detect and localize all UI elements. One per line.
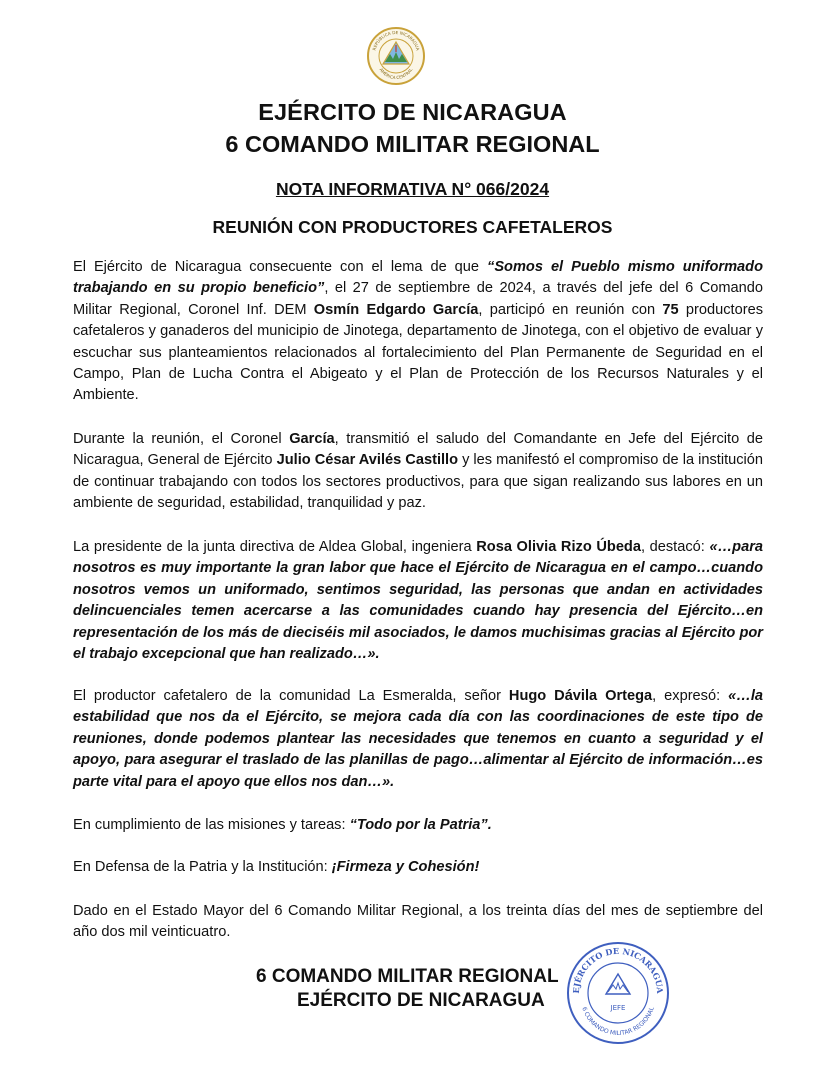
emblem-lettering-bottom: AMÉRICA CENTRAL	[378, 67, 414, 81]
speaker-name-rosa: Rosa Olivia Rizo Úbeda	[476, 539, 641, 555]
paragraph-meeting: Durante la reunión, el Coronel García, transmitió el saludo del Comandante en Jefe del Ejército de Nicaragua, General de Ejército Julio César Avilés Castillo y les manifestó el compromiso de la institución de continuar trabajando con todos los sectores productivos, para que sigan realizando sus labores en un ambiente de seguridad, estabilidad, tranquilidad y paz.	[73, 431, 764, 512]
quote-hugo: «…la estabilidad que nos da el Ejército, se mejora cada día con las coordinaciones de este tipo de reuniones, donde podemos plantear las necesidades que tenemos en cuanto a seguridad y el apoyo, para asegurar el traslado de las planillas de pago…alimentar al Ejército de información…es parte vital para el apoyo que ellos nos dan…».	[73, 688, 763, 790]
quote-rosa: «…para nosotros es muy importante la gran labor que hace el Ejército de Nicaragua en el campo…cuando nosotros vemos un uniformado, sentimos seguridad, las personas que andan en actividades delincuenciales temen acercarse a las comunidades cuando hay presencia del Ejército…en representación de los más de dieciséis mil asociados, le damos muchisimas gracias al Ejército por el trabajo excepcional que han realizado…».	[73, 539, 763, 663]
emblem-lettering-top: REPÚBLICA DE NICARAGUA	[371, 29, 421, 52]
producer-count: 75	[662, 301, 679, 318]
paragraph-dated: Dado en el Estado Mayor del 6 Comando Militar Regional, a los treinta días del mes de septiembre del año dos mil veinticuatro.	[73, 903, 763, 941]
motto-quote: “Somos el Pueblo mismo uniformado trabajando en su propio beneficio”	[73, 259, 763, 297]
coat-of-arms-emblem	[366, 22, 426, 88]
official-stamp	[565, 940, 671, 1046]
institution-title: EJÉRCITO DE NICARAGUA	[258, 99, 567, 125]
paragraph-missions: En cumplimiento de las misiones y tareas: “Todo por la Patria”.	[73, 817, 492, 833]
paragraph-intro: El Ejército de Nicaragua consecuente con el lema de que “Somos el Pueblo mismo uniformado trabajando en su propio beneficio”, el 27 de septiembre de 2024, a través del jefe del 6 Comando Militar Regional, Coronel Inf. DEM Osmín Edgardo García, participó en reunión con 75 productores cafetaleros y ganaderos del municipio de Jinotega, departamento de Jinotega, con el objetivo de evaluar y escuchar sus planteamientos relacionados al fortalecimiento del Plan Permanente de Seguridad en el Campo, Plan de Lucha Contra el Abigeato y el Plan de Protección de los Recursos Naturales y el Ambiente.	[73, 259, 764, 404]
stamp-center-text: JEFE	[610, 1004, 626, 1012]
colonel-name: Osmín Edgardo García	[313, 301, 479, 318]
commander-name: Julio César Avilés Castillo	[276, 452, 459, 469]
subject-heading: REUNIÓN CON PRODUCTORES CAFETALEROS	[212, 217, 613, 237]
stamp-lettering-bottom: 6 COMANDO MILITAR REGIONAL	[580, 1006, 656, 1038]
paragraph-defense: En Defensa de la Patria y la Institución: ¡Firmeza y Cohesión!	[73, 859, 480, 875]
command-title: 6 COMANDO MILITAR REGIONAL	[225, 131, 600, 157]
nota-number-heading: NOTA INFORMATIVA N° 066/2024	[275, 179, 550, 199]
speaker-name-hugo: Hugo Dávila Ortega	[508, 688, 653, 704]
paragraph-la-esmeralda: El productor cafetalero de la comunidad La Esmeralda, señor Hugo Dávila Ortega, expresó: «…la estabilidad que nos da el Ejército, se mejora cada día con las coordinaciones de este tipo de reuniones, donde podemos plantear las necesidades que tenemos en cuanto a seguridad y el apoyo, para asegurar el traslado de las planillas de pago…alimentar al Ejército de información…es parte vital para el apoyo que ellos nos dan…».	[73, 688, 763, 790]
signature-institution: EJÉRCITO DE NICARAGUA	[297, 990, 545, 1011]
signature-command: 6 COMANDO MILITAR REGIONAL	[256, 966, 559, 987]
stamp-lettering-top: EJÉRCITO DE NICARAGUA	[570, 945, 666, 994]
paragraph-aldea-global: La presidente de la junta directiva de Aldea Global, ingeniera Rosa Olivia Rizo Úbeda, destacó: «…para nosotros es muy importante la gran labor que hace el Ejército de Nicaragua en el campo…cuando nosotros vemos un uniformado, sentimos seguridad, las personas que andan en actividades delincuenciales temen acercarse a las comunidades cuando hay presencia del Ejército…en representación de los más de dieciséis mil asociados, le damos muchisimas gracias al Ejército por el trabajo excepcional que han realizado…».	[73, 539, 763, 663]
